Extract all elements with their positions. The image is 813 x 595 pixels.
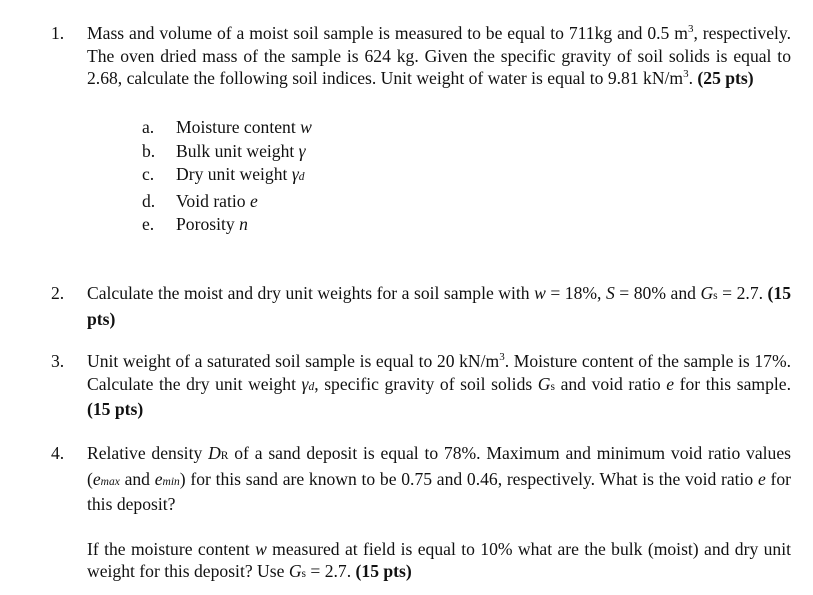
question-text: Unit weight of a saturated soil sample is equal to 20 $kN/m^3$. Moisture content of the sample is 17%. Calculate the dry unit weight γd, specific gravity of soil solids Gs and void ratio e for this sample. (15 pts)	[87, 351, 791, 419]
question-4-part-2: If the moisture content w measured at field is equal to 10% what are the bulk (moist) and dry unit weight for this deposit? Use Gs = 2.7. (15 pts)	[87, 538, 791, 581]
sub-items	[142, 116, 312, 237]
sub-item-c: c. Dry unit weight γd	[142, 164, 305, 184]
question-text: Calculate the moist and dry unit weights for a soil sample with w = 18%, S = 80% and Gs = 2.7. (15 pts)	[87, 283, 791, 329]
question-number: 4.	[51, 443, 65, 463]
question-2	[51, 282, 791, 330]
points-label: (25 pts)	[697, 68, 754, 88]
question-text: Relative density DR of a sand deposit is equal to 78%. Maximum and minimum void ratio values (emax and emin) for this sand are known to be 0.75 and 0.46, respectively. What is the void ratio e for this deposit? If the moisture content w measured at field is equal to 10% what are the bulk (moist) and dry unit weight for this deposit? Use Gs = 2.7. (15 pts)	[87, 442, 791, 586]
points-label: (15 pts)	[87, 283, 791, 329]
question-number: 1.	[51, 23, 65, 43]
question-4	[51, 442, 791, 586]
sub-item-d: d. Void ratio e	[142, 190, 258, 211]
question-1	[51, 22, 791, 90]
points-label: (15 pts)	[87, 399, 144, 419]
question-number: 2.	[51, 283, 65, 303]
question-text: Mass and volume of a moist soil sample is measured to be equal to 711kg and 0.5 $m^3$, respectively. The oven dried mass of the sample is 624 kg. Given the specific gravity of soil solids is equal to 2.68, calculate the following soil indices. Unit weight of water is equal to 9.81 $kN/m^3$. (25 pts)	[87, 23, 791, 88]
points-label: (15 pts)	[355, 561, 412, 581]
sub-item-a: a. Moisture content w	[142, 117, 312, 137]
sub-item-e: e. Porosity n	[142, 214, 248, 234]
question-number: 3.	[51, 351, 65, 371]
question-3	[51, 350, 791, 421]
sub-item-b: b. Bulk unit weight γ	[142, 140, 306, 161]
